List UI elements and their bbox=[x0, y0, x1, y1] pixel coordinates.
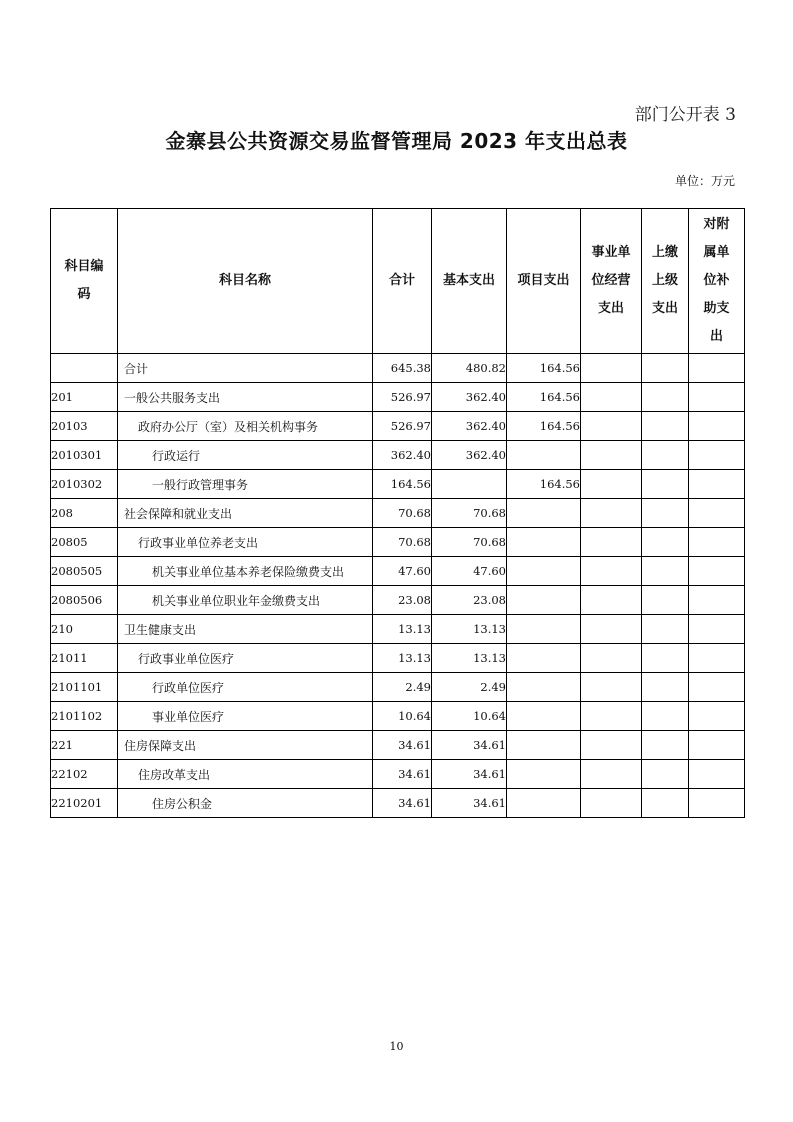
table-row bbox=[51, 760, 745, 789]
cell-subsidy bbox=[689, 499, 745, 528]
cell-subsidy bbox=[689, 528, 745, 557]
cell-name bbox=[118, 760, 373, 789]
cell-subsidy bbox=[689, 615, 745, 644]
header-upper: 上缴上级支出 bbox=[642, 209, 689, 354]
cell-name bbox=[118, 441, 373, 470]
cell-basic: 34.61 bbox=[432, 731, 507, 760]
cell-basic: 70.68 bbox=[432, 499, 507, 528]
cell-business bbox=[581, 528, 642, 557]
cell-upper bbox=[642, 528, 689, 557]
cell-business bbox=[581, 470, 642, 499]
header-business: 事业单位经营支出 bbox=[581, 209, 642, 354]
cell-total: 70.68 bbox=[373, 499, 432, 528]
cell-name-text: 合计 bbox=[124, 361, 149, 376]
cell-name-text: 住房保障支出 bbox=[124, 738, 197, 753]
cell-project: 164.56 bbox=[507, 383, 581, 412]
cell-total: 47.60 bbox=[373, 557, 432, 586]
cell-basic: 362.40 bbox=[432, 412, 507, 441]
cell-upper bbox=[642, 412, 689, 441]
cell-upper bbox=[642, 499, 689, 528]
cell-subsidy bbox=[689, 789, 745, 818]
cell-name-text: 机关事业单位基本养老保险缴费支出 bbox=[152, 564, 345, 579]
cell-project bbox=[507, 789, 581, 818]
cell-name-text: 住房公积金 bbox=[152, 796, 213, 811]
cell-name-text: 社会保障和就业支出 bbox=[124, 506, 233, 521]
cell-project bbox=[507, 499, 581, 528]
cell-upper bbox=[642, 731, 689, 760]
table-row bbox=[51, 528, 745, 557]
cell-upper bbox=[642, 789, 689, 818]
cell-name-text: 行政事业单位养老支出 bbox=[138, 535, 259, 550]
cell-project bbox=[507, 673, 581, 702]
cell-code: 2010302 bbox=[51, 470, 118, 499]
cell-name bbox=[118, 470, 373, 499]
cell-upper bbox=[642, 760, 689, 789]
cell-upper bbox=[642, 354, 689, 383]
cell-name-text: 一般行政管理事务 bbox=[152, 477, 249, 492]
cell-subsidy bbox=[689, 557, 745, 586]
cell-business bbox=[581, 499, 642, 528]
cell-code bbox=[51, 354, 118, 383]
cell-code: 2210201 bbox=[51, 789, 118, 818]
cell-total: 13.13 bbox=[373, 644, 432, 673]
cell-name bbox=[118, 383, 373, 412]
cell-project bbox=[507, 586, 581, 615]
cell-basic: 34.61 bbox=[432, 760, 507, 789]
cell-name-text: 行政事业单位医疗 bbox=[138, 651, 235, 666]
cell-code: 2101102 bbox=[51, 702, 118, 731]
cell-business bbox=[581, 702, 642, 731]
cell-name-text: 一般公共服务支出 bbox=[124, 390, 221, 405]
table-row bbox=[51, 586, 745, 615]
expenditure-table bbox=[50, 208, 745, 818]
cell-name bbox=[118, 789, 373, 818]
header-subsidy: 对附属单位补助支出 bbox=[689, 209, 745, 354]
header-basic: 基本支出 bbox=[432, 209, 507, 354]
cell-subsidy bbox=[689, 586, 745, 615]
cell-upper bbox=[642, 557, 689, 586]
cell-name-text: 事业单位医疗 bbox=[152, 709, 225, 724]
cell-subsidy bbox=[689, 760, 745, 789]
cell-name bbox=[118, 615, 373, 644]
cell-business bbox=[581, 354, 642, 383]
table-row bbox=[51, 441, 745, 470]
cell-basic: 480.82 bbox=[432, 354, 507, 383]
cell-subsidy bbox=[689, 470, 745, 499]
header-total: 合计 bbox=[373, 209, 432, 354]
cell-basic: 13.13 bbox=[432, 615, 507, 644]
cell-total: 526.97 bbox=[373, 412, 432, 441]
table-row bbox=[51, 789, 745, 818]
cell-code: 20805 bbox=[51, 528, 118, 557]
cell-business bbox=[581, 586, 642, 615]
cell-subsidy bbox=[689, 354, 745, 383]
table-row bbox=[51, 731, 745, 760]
cell-business bbox=[581, 383, 642, 412]
cell-total: 34.61 bbox=[373, 731, 432, 760]
cell-business bbox=[581, 789, 642, 818]
cell-business bbox=[581, 644, 642, 673]
cell-business bbox=[581, 673, 642, 702]
cell-project bbox=[507, 441, 581, 470]
cell-name bbox=[118, 673, 373, 702]
cell-name bbox=[118, 731, 373, 760]
cell-name bbox=[118, 354, 373, 383]
cell-business bbox=[581, 760, 642, 789]
cell-subsidy bbox=[689, 673, 745, 702]
cell-project bbox=[507, 731, 581, 760]
cell-upper bbox=[642, 441, 689, 470]
cell-name bbox=[118, 499, 373, 528]
cell-upper bbox=[642, 383, 689, 412]
cell-code: 201 bbox=[51, 383, 118, 412]
cell-subsidy bbox=[689, 702, 745, 731]
cell-upper bbox=[642, 673, 689, 702]
cell-name-text: 住房改革支出 bbox=[138, 767, 211, 782]
cell-total: 526.97 bbox=[373, 383, 432, 412]
cell-project: 164.56 bbox=[507, 354, 581, 383]
cell-basic bbox=[432, 470, 507, 499]
cell-name bbox=[118, 702, 373, 731]
header-code: 科目编码 bbox=[51, 209, 118, 354]
cell-project bbox=[507, 557, 581, 586]
cell-upper bbox=[642, 702, 689, 731]
cell-code: 221 bbox=[51, 731, 118, 760]
cell-name bbox=[118, 586, 373, 615]
cell-total: 34.61 bbox=[373, 789, 432, 818]
header-row bbox=[51, 209, 745, 354]
cell-basic: 70.68 bbox=[432, 528, 507, 557]
cell-total: 23.08 bbox=[373, 586, 432, 615]
table-row bbox=[51, 354, 745, 383]
cell-basic: 10.64 bbox=[432, 702, 507, 731]
cell-basic: 362.40 bbox=[432, 383, 507, 412]
table-row bbox=[51, 644, 745, 673]
cell-name bbox=[118, 528, 373, 557]
cell-total: 13.13 bbox=[373, 615, 432, 644]
table-row bbox=[51, 615, 745, 644]
cell-subsidy bbox=[689, 644, 745, 673]
cell-business bbox=[581, 412, 642, 441]
cell-code: 2010301 bbox=[51, 441, 118, 470]
cell-code: 21011 bbox=[51, 644, 118, 673]
cell-name bbox=[118, 644, 373, 673]
cell-code: 20103 bbox=[51, 412, 118, 441]
cell-project bbox=[507, 528, 581, 557]
cell-total: 645.38 bbox=[373, 354, 432, 383]
table-row bbox=[51, 499, 745, 528]
cell-code: 2080505 bbox=[51, 557, 118, 586]
unit-label: 单位：万元 bbox=[674, 174, 735, 188]
cell-name-text: 机关事业单位职业年金缴费支出 bbox=[152, 593, 321, 608]
cell-name-text: 政府办公厅（室）及相关机构事务 bbox=[138, 419, 319, 434]
cell-subsidy bbox=[689, 731, 745, 760]
cell-code: 2080506 bbox=[51, 586, 118, 615]
cell-code: 208 bbox=[51, 499, 118, 528]
cell-upper bbox=[642, 470, 689, 499]
cell-project: 164.56 bbox=[507, 412, 581, 441]
cell-subsidy bbox=[689, 383, 745, 412]
cell-project bbox=[507, 760, 581, 789]
page-title: 金寨县公共资源交易监督管理局 2023 年支出总表 bbox=[165, 129, 628, 153]
cell-upper bbox=[642, 615, 689, 644]
cell-upper bbox=[642, 644, 689, 673]
cell-code: 22102 bbox=[51, 760, 118, 789]
cell-total: 10.64 bbox=[373, 702, 432, 731]
cell-total: 2.49 bbox=[373, 673, 432, 702]
table-row bbox=[51, 557, 745, 586]
cell-code: 2101101 bbox=[51, 673, 118, 702]
cell-business bbox=[581, 731, 642, 760]
cell-business bbox=[581, 441, 642, 470]
cell-subsidy bbox=[689, 412, 745, 441]
cell-subsidy bbox=[689, 441, 745, 470]
cell-name-text: 行政单位医疗 bbox=[152, 680, 225, 695]
page-number: 10 bbox=[389, 1040, 404, 1053]
cell-project bbox=[507, 615, 581, 644]
table-row bbox=[51, 702, 745, 731]
table-row bbox=[51, 383, 745, 412]
table-row bbox=[51, 470, 745, 499]
cell-total: 164.56 bbox=[373, 470, 432, 499]
cell-basic: 47.60 bbox=[432, 557, 507, 586]
form-label: 部门公开表 3 bbox=[634, 105, 736, 125]
cell-basic: 13.13 bbox=[432, 644, 507, 673]
cell-project bbox=[507, 702, 581, 731]
header-project: 项目支出 bbox=[507, 209, 581, 354]
cell-total: 362.40 bbox=[373, 441, 432, 470]
cell-name bbox=[118, 412, 373, 441]
cell-project bbox=[507, 644, 581, 673]
cell-code: 210 bbox=[51, 615, 118, 644]
cell-basic: 34.61 bbox=[432, 789, 507, 818]
table-row bbox=[51, 673, 745, 702]
cell-project: 164.56 bbox=[507, 470, 581, 499]
cell-basic: 362.40 bbox=[432, 441, 507, 470]
cell-business bbox=[581, 557, 642, 586]
cell-basic: 2.49 bbox=[432, 673, 507, 702]
cell-name bbox=[118, 557, 373, 586]
cell-upper bbox=[642, 586, 689, 615]
cell-total: 70.68 bbox=[373, 528, 432, 557]
cell-total: 34.61 bbox=[373, 760, 432, 789]
cell-name-text: 卫生健康支出 bbox=[124, 622, 197, 637]
cell-business bbox=[581, 615, 642, 644]
header-name: 科目名称 bbox=[118, 209, 373, 354]
cell-basic: 23.08 bbox=[432, 586, 507, 615]
cell-name-text: 行政运行 bbox=[152, 448, 201, 463]
table-row bbox=[51, 412, 745, 441]
